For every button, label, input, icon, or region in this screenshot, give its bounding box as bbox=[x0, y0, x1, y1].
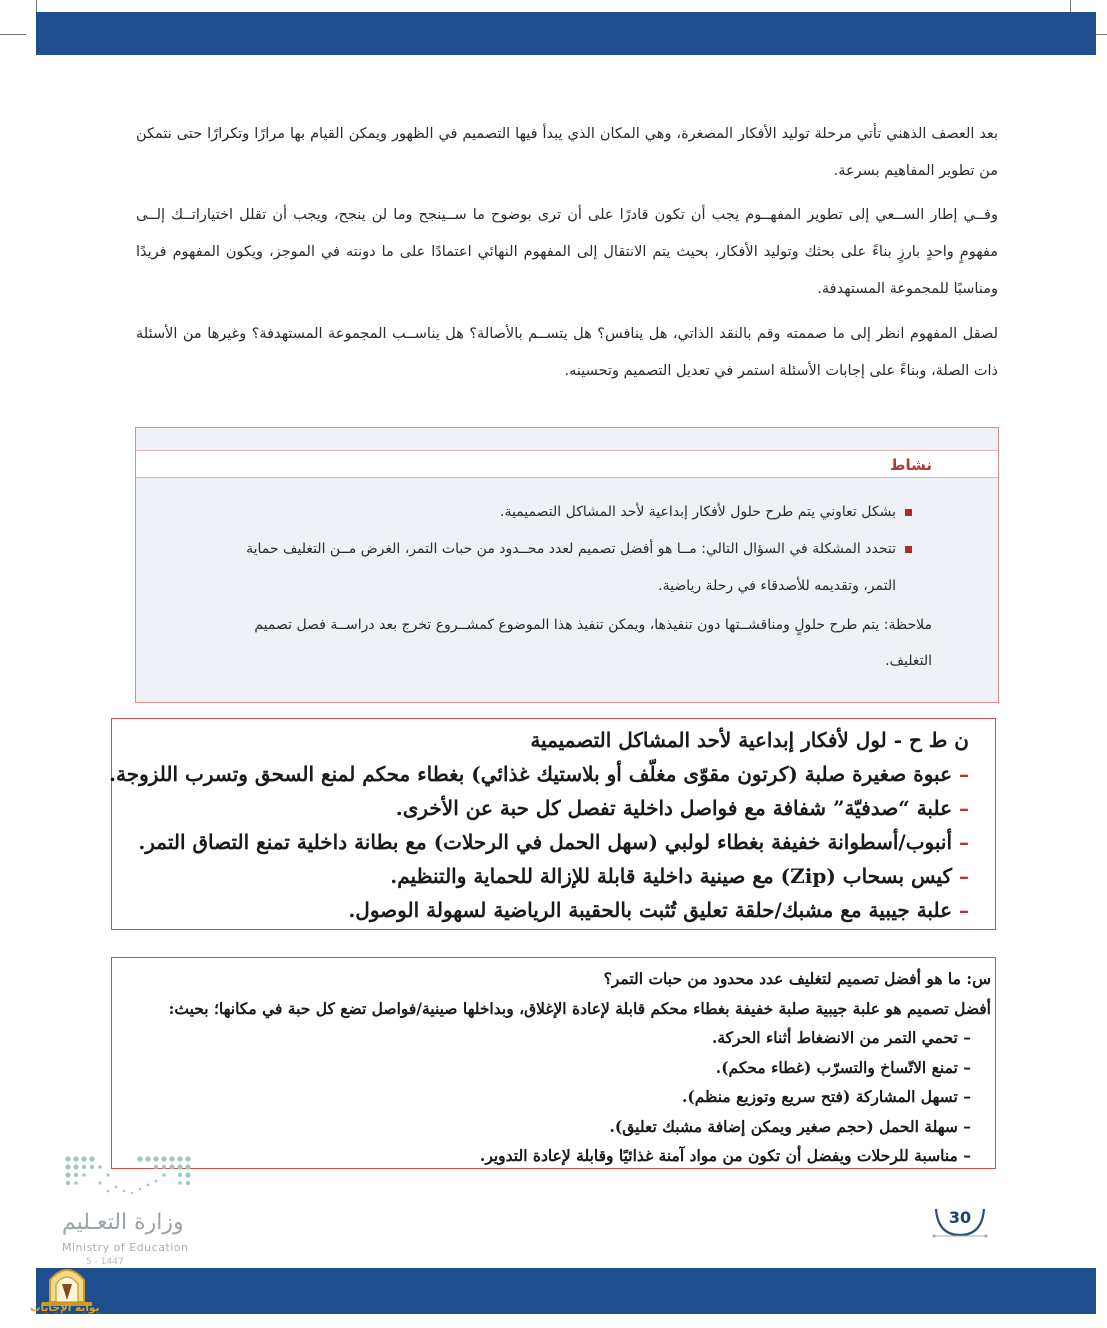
answer-point: – تمنع الاتّساخ والتسرّب (غطاء محكم). bbox=[715, 1057, 971, 1077]
crop-mark bbox=[1070, 0, 1071, 12]
activity-body bbox=[232, 494, 932, 693]
portal-name: بوابة الإجابات bbox=[30, 1302, 100, 1314]
idea-item: – أنبوب/أسطوانة خفيفة بغطاء لولبي (سهل الحمل في الرحلات) مع بطانة داخلية تمنع التصاق التمر. bbox=[138, 830, 969, 854]
activity-box bbox=[135, 427, 999, 703]
idea-item: – عبوة صغيرة صلبة (كرتون مقوّى مغلّف أو بلاستيك غذائي) بغطاء محكم لمنع السحق وتسرب اللزوجة. bbox=[109, 762, 969, 786]
paragraph-2: وفــي إطار الســعي إلى تطوير المفهــوم يجب أن تكون قادرًا على أن ترى بوضوح ما ســينجح وما لن ينجح، ويجب أن تقلل اختياراتــك إلــى مفهومٍ واحدٍ بارزٍ بناءً على بحثك وتوليد الأفكار، بحيث يتم الانتقال إلى المفهوم النهائي اعتمادًا على ما دونته في الموجز، ويكون المفهوم فريدًا ومناسبًا للمجموعة المستهدفة. bbox=[136, 207, 998, 297]
activity-item bbox=[232, 494, 912, 531]
ministry-name-english: Ministry of Education bbox=[62, 1241, 189, 1254]
answer-point: – تحمي التمر من الانضغاط أثناء الحركة. bbox=[711, 1028, 971, 1047]
paragraph-3: لصقل المفهوم انظر إلى ما صممته وقم بالنقد الذاتي، هل ينافس؟ هل يتســم بالأصالة؟ هل يناســب المجموعة المستهدفة؟ وغيرها من الأسئلة ذات الصلة، وبناءً على إجابات الأسئلة استمر في تعديل التصميم وتحسينه. bbox=[136, 326, 998, 379]
answer-box-ideas bbox=[111, 718, 996, 930]
ministry-name-arabic: وزارة التعـليم bbox=[62, 1210, 184, 1235]
answer-point: – مناسبة للرحلات ويفضل أن تكون من مواد آمنة غذائيًا وقابلة لإعادة التدوير. bbox=[479, 1146, 971, 1165]
crop-mark bbox=[1096, 34, 1107, 35]
idea-item: – علبة جيبية مع مشبك/حلقة تعليق تُثبت بالحقيبة الرياضية لسهولة الوصول. bbox=[348, 898, 969, 922]
ministry-year: 5 - 1447 bbox=[86, 1257, 124, 1267]
answer-point: – تسهل المشاركة (فتح سريع وتوزيع منظم). bbox=[681, 1087, 971, 1106]
activity-item-text: بشكل تعاوني يتم طرح حلول لأفكار إبداعية لأحد المشاكل التصميمية. bbox=[500, 504, 896, 520]
question-text: س: ما هو أفضل تصميم لتغليف عدد محدود من حبات التمر؟ bbox=[603, 969, 991, 988]
idea-item: – علبة “صدفيّة” شفافة مع فواصل داخلية تفصل كل حبة عن الأخرى. bbox=[395, 796, 969, 820]
answer-box-best-design bbox=[111, 957, 996, 1169]
ministry-logo-icon bbox=[64, 1155, 196, 1197]
crop-mark bbox=[36, 0, 37, 12]
header-bar bbox=[36, 12, 1096, 55]
activity-item bbox=[232, 531, 912, 605]
bullet-square-icon bbox=[905, 546, 912, 553]
answer-point: – سهلة الحمل (حجم صغير ويمكن إضافة مشبك تعليق). bbox=[609, 1116, 971, 1136]
answer-intro: أفضل تصميم هو علبة جيبية صلبة خفيفة بغطاء محكم قابلة لإعادة الإغلاق، وبداخلها صينية/فواصل تضع كل حبة في مكانها؛ بحيث: bbox=[168, 998, 991, 1018]
activity-note: ملاحظة: يتم طرح حلولٍ ومناقشــتها دون تنفيذها، ويمكن تنفيذ هذا الموضوع كمشــروع تخرج بعد دراســة فصل تصميم التغليف. bbox=[254, 617, 932, 669]
activity-title: نشاط bbox=[136, 450, 998, 478]
bullet-square-icon bbox=[905, 509, 912, 516]
crop-mark bbox=[0, 34, 26, 35]
footer-bar bbox=[36, 1268, 1096, 1314]
ideas-header: ن ط ح - لول لأفكار إبداعية لأحد المشاكل التصميمية bbox=[530, 728, 969, 752]
page-number: 30 bbox=[948, 1208, 972, 1227]
idea-item: – كيس بسحاب (Zip) مع صينية داخلية قابلة للإزالة للحماية والتنظيم. bbox=[390, 864, 969, 888]
paragraph-1: بعد العصف الذهني تأتي مرحلة توليد الأفكار المصغرة، وهي المكان الذي يبدأ فيها التصميم في الظهور ويمكن القيام بها مرارًا وتكرارًا حتى نتمكن من تطوير المفاهيم بسرعة. bbox=[136, 126, 998, 179]
activity-item-text: تتحدد المشكلة في السؤال التالي: مــا هو أفضل تصميم لعدد محــدود من حبات التمر، الغرض مــن التغليف حماية التمر، وتقديمه للأصدقاء في رحلة رياضية. bbox=[246, 541, 896, 594]
